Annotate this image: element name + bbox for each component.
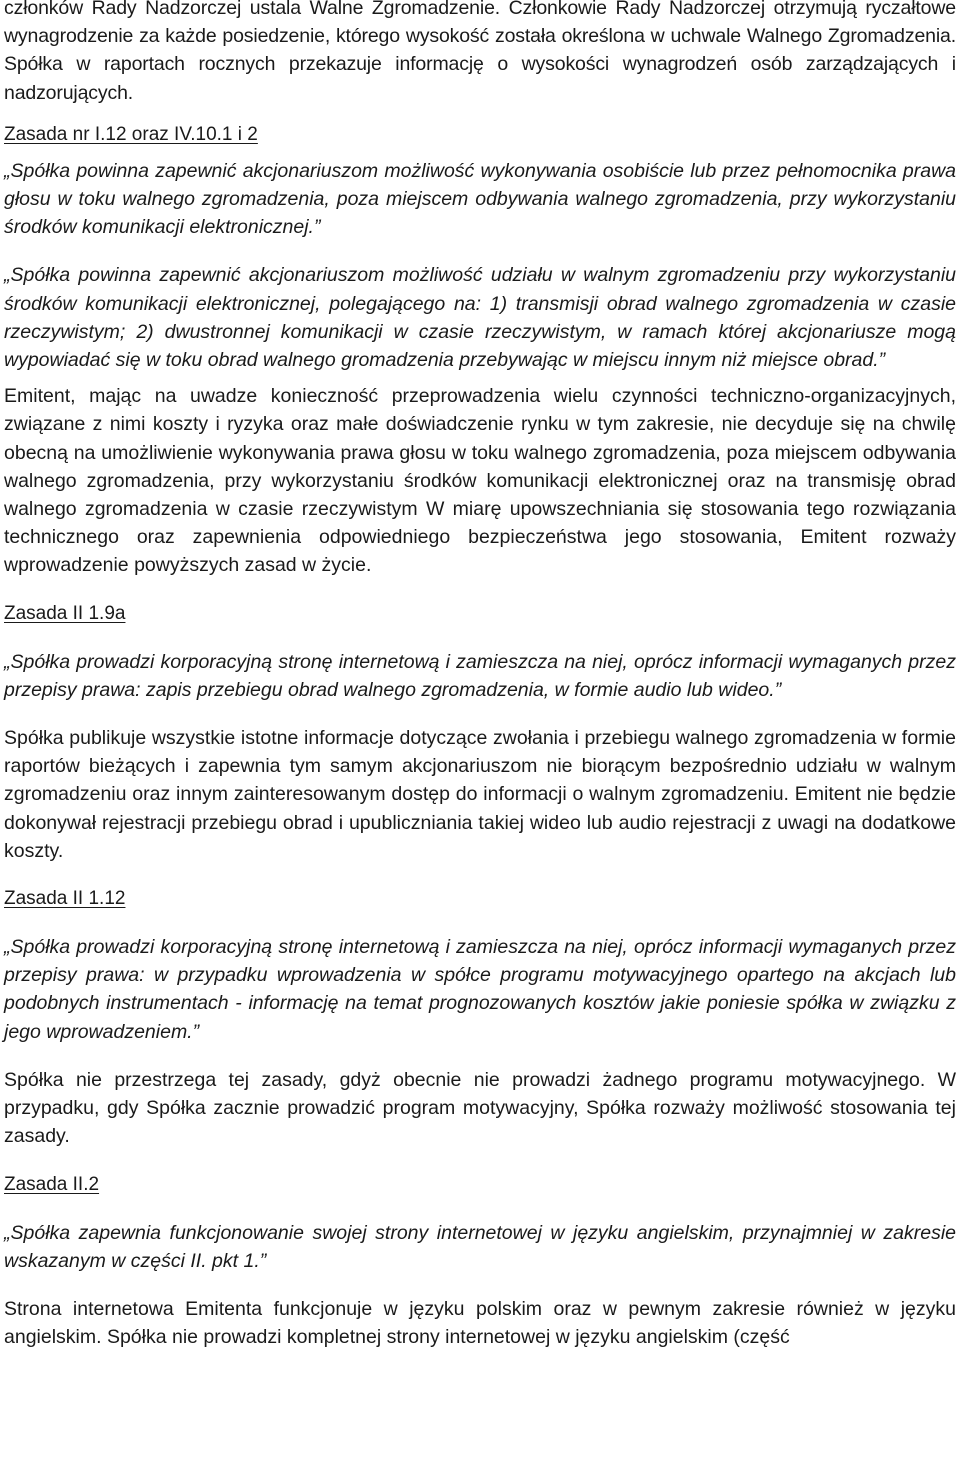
section-heading: Zasada II.2 <box>4 1173 100 1195</box>
section-heading: Zasada nr I.12 oraz IV.10.1 i 2 <box>4 123 258 145</box>
principle-quote: „ Spółka powinna zapewnić akcjonariuszom możliwość wykonywania osobiście lub przez pełnomocnika prawa głosu w toku walnego zgromadzenia, poza miejscem odbywania walnego zgromadzenia, przy wykorzystaniu środków komunikacji elektronicznej. ” <box>4 157 956 242</box>
principle-quote: „ Spółka zapewnia funkcjonowanie swojej strony internetowej w języku angielskim, przynajmniej w zakresie wskazanym w części II. pkt 1. ” <box>4 1219 956 1275</box>
section-heading: Zasada II 1.12 <box>4 888 126 910</box>
issuer-comment: Strona internetowa Emitenta funkcjonuje w języku polskim oraz w pewnym zakresie również w języku angielskim. Spółka nie prowadzi kompletnej strony internetowej w języku angielskim (część <box>4 1297 956 1349</box>
issuer-comment: Spółka nie przestrzega tej zasady, gdyż obecnie nie prowadzi żadnego programu motywacyjnego. W przypadku, gdy Spółka zacznie prowadzić program motywacyjny, Spółka rozważy możliwość stosowania tej zasady. <box>4 1068 956 1148</box>
intro-paragraph: członków Rady Nadzorczej ustala Walne Zgromadzenie. Członkowie Rady Nadzorczej otrzymują ryczałtowe wynagrodzenie za każde posiedzenie, którego wysokość została określona w uchwale Walnego Zgromadzenia. Spółka w raportach rocznych przekazuje informację o wysokości wynagrodzeń osób zarządzających i nadzorujących. <box>4 0 956 104</box>
issuer-comment: Spółka publikuje wszystkie istotne informacje dotyczące zwołania i przebiegu walnego zgromadzenia w formie raportów bieżących i zapewnia tym samym akcjonariuszom nie biorącym bezpośrednio udziału w walnym zgromadzeniu oraz innym zainteresowanym dostęp do informacji o walnym zgromadzeniu. Emitent nie będzie dokonywał rejestracji przebiegu obrad i upubliczniania takiej wideo lub audio rejestracji z uwagi na dodatkowe koszty. <box>4 727 956 862</box>
document-page <box>4 0 956 1351</box>
principle-quote: „ Spółka powinna zapewnić akcjonariuszom możliwość udziału w walnym zgromadzeniu przy wykorzystaniu środków komunikacji elektronicznej, polegającego na: 1) transmisji obrad walnego zgromadzenia w czasie rzeczywistym; 2) dwustronnej komunikacji w czasie rzeczywistym, w ramach której akcjonariusze mogą wypowiadać się w toku obrad walnego gromadzenia przebywając w miejscu innym niż miejsce obrad. ” <box>4 261 956 374</box>
issuer-comment: Emitent, mając na uwadze konieczność przeprowadzenia wielu czynności techniczno-organizacyjnych, związane z nimi koszty i ryzyka oraz małe doświadczenie rynku w tym zakresie, nie decyduje się na chwilę obecną na umożliwienie wykonywania prawa głosu w toku walnego zgromadzenia, poza miejscem odbywania walnego zgromadzenia, przy wykorzystaniu środków komunikacji elektronicznej oraz na transmisję obrad walnego zgromadzenia w czasie rzeczywistym W miarę upowszechniania się stosowania tego rozwiązania technicznego oraz zapewnienia odpowiedniego bezpieczeństwa jego stosowania, Emitent rozważy wprowadzenie powyższych zasad w życie. <box>4 385 956 577</box>
principle-quote: „ Spółka prowadzi korporacyjną stronę internetową i zamieszcza na niej, oprócz informacji wymaganych przez przepisy prawa: zapis przebiegu obrad walnego zgromadzenia, w formie audio lub wideo. ” <box>4 648 956 704</box>
principle-quote: „ Spółka prowadzi korporacyjną stronę internetową i zamieszcza na niej, oprócz informacji wymaganych przez przepisy prawa: w przypadku wprowadzenia w spółce programu motywacyjnego opartego na akcjach lub podobnych instrumentach - informację na temat prognozowanych kosztów jakie poniesie spółka w związku z jego wprowadzeniem. ” <box>4 933 956 1046</box>
section-heading: Zasada II 1.9a <box>4 602 126 624</box>
